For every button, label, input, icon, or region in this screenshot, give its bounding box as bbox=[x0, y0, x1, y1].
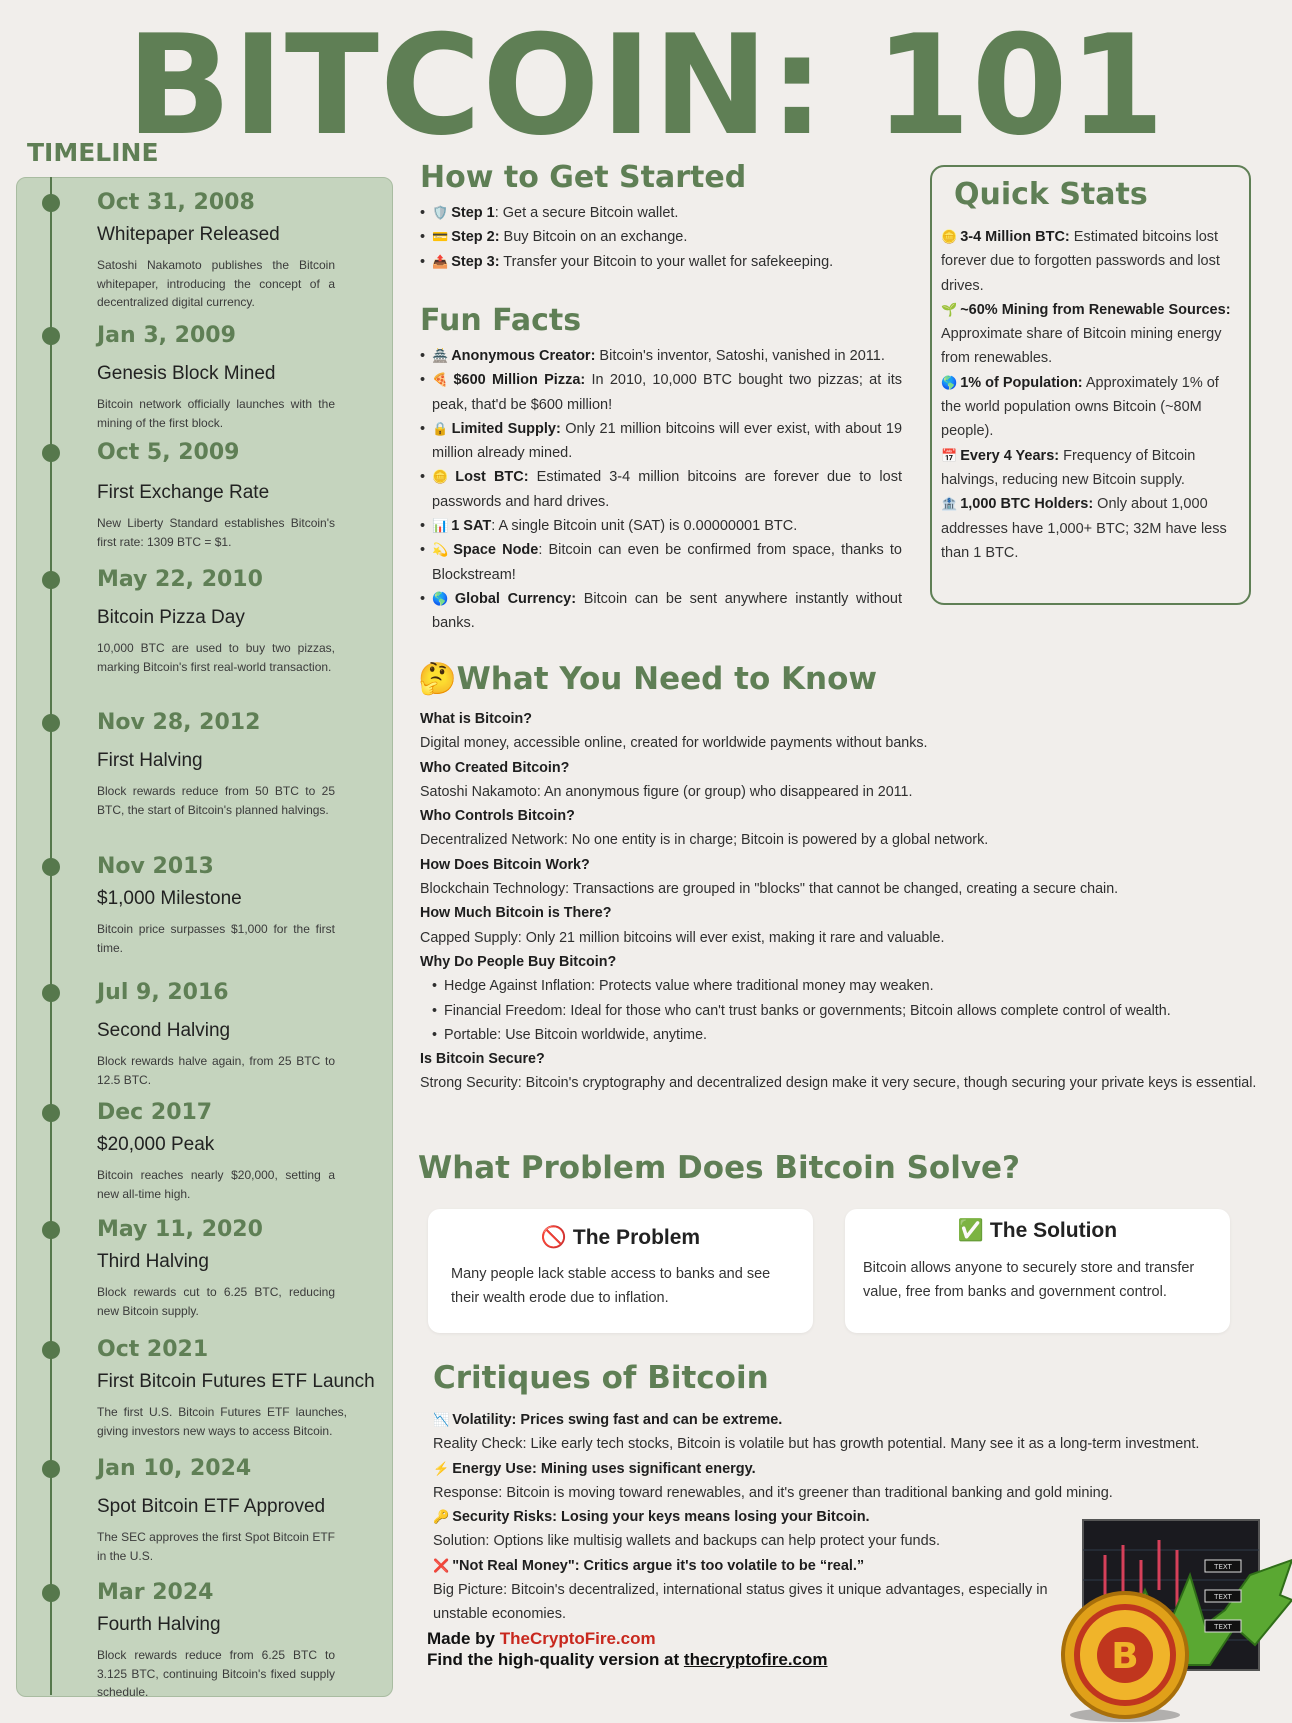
answer: Decentralized Network: No one entity is in charge; Bitcoin is powered by a global network. bbox=[420, 832, 989, 849]
quick-stats-list bbox=[941, 225, 1241, 565]
solution-card-text: Bitcoin allows anyone to securely store and transfer value, free from banks and government control. bbox=[863, 1260, 1195, 1301]
step-icon: 🛡️ bbox=[432, 205, 449, 220]
credits bbox=[427, 1628, 828, 1670]
quick-stat-label: 3-4 Million BTC: bbox=[960, 229, 1070, 245]
quick-stat-icon: 📅 bbox=[941, 447, 958, 463]
solution-card-heading: The Solution bbox=[989, 1219, 1118, 1242]
fun-fact-icon: 💫 bbox=[432, 542, 451, 558]
fun-fact-icon: 🍕 bbox=[432, 372, 451, 388]
answer: Satoshi Nakamoto: An anonymous figure (or group) who disappeared in 2011. bbox=[420, 783, 913, 800]
get-started-list bbox=[420, 201, 920, 274]
screen-label-3: TEXT bbox=[1214, 1623, 1232, 1631]
quick-stat-label: Every 4 Years: bbox=[960, 447, 1060, 464]
get-started-title: How to Get Started bbox=[420, 160, 747, 195]
answer: Strong Security: Bitcoin's cryptography and decentralized design make it very secure, though securing your private keys is essential. bbox=[420, 1075, 1257, 1092]
fun-fact-text: : A single Bitcoin unit (SAT) is 0.00000001 BTC. bbox=[491, 518, 798, 535]
critique-icon: ❌ bbox=[433, 1557, 450, 1573]
problem-card-text: Many people lack stable access to banks and see their wealth erode due to inflation. bbox=[451, 1266, 771, 1307]
solution-card-title bbox=[845, 1219, 1230, 1243]
quick-stat-label: 1,000 BTC Holders: bbox=[960, 496, 1094, 513]
quick-stat-icon: 🏦 bbox=[941, 496, 958, 512]
timeline-date: May 11, 2020 bbox=[97, 1217, 263, 1242]
timeline-event-desc: Bitcoin network officially launches with the mining of the first block. bbox=[97, 397, 335, 430]
question: Is Bitcoin Secure? bbox=[420, 1051, 545, 1068]
need-to-know-qa bbox=[420, 707, 1260, 1096]
made-by-line bbox=[427, 1628, 828, 1649]
answer: Capped Supply: Only 21 million bitcoins will ever exist, making it rare and valuable. bbox=[420, 929, 945, 946]
find-label: Find the high-quality version at bbox=[427, 1650, 684, 1669]
solution-card bbox=[845, 1209, 1230, 1333]
fun-fact-label: Anonymous Creator: bbox=[451, 348, 596, 364]
critique-title: Volatility: Prices swing fast and can be extreme. bbox=[452, 1412, 783, 1428]
fun-fact-text: Bitcoin's inventor, Satoshi, vanished in 2011. bbox=[595, 348, 885, 364]
step-text: : Get a secure Bitcoin wallet. bbox=[494, 205, 679, 221]
quick-stat-text: Frequency of Bitcoin halvings, reducing new Bitcoin supply. bbox=[941, 447, 1196, 488]
screen-label-2: TEXT bbox=[1214, 1593, 1232, 1601]
website-link[interactable]: thecryptofire.com bbox=[683, 1650, 828, 1669]
timeline-event-title: $1,000 Milestone bbox=[97, 888, 242, 909]
fun-fact-text: Estimated 3-4 million bitcoins are forever due to lost passwords and hard drives. bbox=[432, 469, 902, 510]
problem-card-title bbox=[428, 1226, 813, 1250]
step-label: Step 2: bbox=[451, 229, 500, 246]
problem-card bbox=[428, 1209, 813, 1333]
timeline-heading: TIMELINE bbox=[27, 138, 159, 167]
check-icon: ✅ bbox=[957, 1219, 985, 1242]
answer-bullet: • Financial Freedom: Ideal for those who can't trust banks or governments; Bitcoin allows complete control of wealth. bbox=[420, 999, 1260, 1023]
timeline-dot bbox=[42, 1221, 60, 1239]
timeline-date: Jan 10, 2024 bbox=[97, 1456, 252, 1481]
timeline-event-desc: New Liberty Standard establishes Bitcoin's first rate: 1309 BTC = $1. bbox=[97, 516, 335, 549]
bitcoin-coin-illustration bbox=[1055, 1515, 1292, 1723]
fun-fact-item bbox=[420, 417, 902, 466]
prohibited-icon: 🚫 bbox=[540, 1226, 568, 1249]
bitcoin-symbol-icon: B bbox=[1111, 1636, 1139, 1677]
screen-label-1: TEXT bbox=[1214, 1563, 1232, 1571]
critique-body: Big Picture: Bitcoin's decentralized, international status gives it unique advantages, especially in unstable economies. bbox=[433, 1582, 1048, 1623]
timeline-event-desc: Block rewards cut to 6.25 BTC, reducing new Bitcoin supply. bbox=[97, 1285, 335, 1318]
fun-fact-icon: 🔒 bbox=[432, 420, 449, 436]
critique-title: "Not Real Money": Critics argue it's too volatile to be “real.” bbox=[452, 1557, 865, 1574]
need-to-know-title: 🤔What You Need to Know bbox=[418, 661, 878, 697]
get-started-step bbox=[420, 250, 920, 274]
get-started-step bbox=[420, 201, 920, 225]
fun-fact-text: Only 21 million bitcoins will ever exist, with about 19 million already mined. bbox=[432, 420, 903, 462]
timeline-dot bbox=[42, 984, 60, 1002]
timeline-dot bbox=[42, 858, 60, 876]
brand-link[interactable]: TheCryptoFire.com bbox=[499, 1629, 656, 1648]
screen-labels bbox=[1205, 1560, 1241, 1632]
timeline-date: May 22, 2010 bbox=[97, 567, 263, 592]
fun-fact-icon: 🪙 bbox=[432, 469, 453, 485]
fun-fact-label: Space Node bbox=[453, 542, 539, 559]
quick-stat-item bbox=[941, 492, 1241, 565]
find-line bbox=[427, 1649, 828, 1670]
timeline-dot bbox=[42, 571, 60, 589]
question: What is Bitcoin? bbox=[420, 711, 532, 727]
fun-fact-text: : Bitcoin can even be confirmed from space, thanks to Blockstream! bbox=[432, 542, 902, 583]
timeline-date: Oct 5, 2009 bbox=[97, 440, 240, 465]
timeline-event-title: Spot Bitcoin ETF Approved bbox=[97, 1496, 326, 1517]
timeline-event-title: First Bitcoin Futures ETF Launch bbox=[97, 1371, 375, 1392]
quick-stat-label: 1% of Population: bbox=[960, 374, 1083, 391]
step-label: Step 3: bbox=[451, 253, 500, 270]
answer-bullet: • Hedge Against Inflation: Protects value where traditional money may weaken. bbox=[420, 974, 1260, 998]
timeline-dot bbox=[42, 444, 60, 462]
page-title: BITCOIN: 101 bbox=[126, 5, 1166, 166]
timeline-event-title: Second Halving bbox=[97, 1020, 231, 1041]
question: Who Controls Bitcoin? bbox=[420, 808, 575, 825]
step-icon: 📤 bbox=[432, 253, 449, 269]
timeline-event-desc: The first U.S. Bitcoin Futures ETF launches, giving investors new ways to access Bitcoin. bbox=[97, 1405, 347, 1438]
step-icon: 💳 bbox=[432, 229, 449, 245]
get-started-step bbox=[420, 225, 920, 249]
timeline-dot bbox=[42, 1341, 60, 1359]
timeline-date: Nov 28, 2012 bbox=[97, 710, 261, 735]
made-by-label: Made by bbox=[427, 1629, 500, 1648]
fun-fact-icon: 🏯 bbox=[432, 348, 449, 363]
timeline-dot bbox=[42, 1104, 60, 1122]
timeline-event-desc: Satoshi Nakamoto publishes the Bitcoin whitepaper, introducing the concept of a decentralized digital currency. bbox=[97, 258, 335, 309]
quick-stats-title: Quick Stats bbox=[954, 177, 1148, 212]
fun-fact-label: 1 SAT bbox=[451, 518, 492, 535]
quick-stat-item bbox=[941, 371, 1241, 444]
timeline-event-title: $20,000 Peak bbox=[97, 1134, 215, 1155]
timeline-date: Nov 2013 bbox=[97, 854, 214, 879]
timeline-event-title: Fourth Halving bbox=[97, 1614, 221, 1635]
step-text: Buy Bitcoin on an exchange. bbox=[499, 229, 688, 246]
critique-heading bbox=[433, 1408, 1263, 1432]
timeline-event-title: Third Halving bbox=[97, 1251, 209, 1272]
timeline-event-title: Genesis Block Mined bbox=[97, 363, 276, 384]
timeline-dot bbox=[42, 714, 60, 732]
timeline-event-desc: Block rewards reduce from 50 BTC to 25 BTC, the start of Bitcoin's planned halvings. bbox=[97, 784, 335, 817]
timeline-date: Jul 9, 2016 bbox=[97, 980, 229, 1005]
timeline-event-desc: Block rewards reduce from 6.25 BTC to 3.125 BTC, continuing Bitcoin's fixed supply schedule. bbox=[97, 1648, 335, 1699]
timeline-dot bbox=[42, 1460, 60, 1478]
quick-stat-text: Approximate share of Bitcoin mining energy from renewables. bbox=[941, 326, 1222, 367]
timeline-dot bbox=[42, 1584, 60, 1602]
fun-fact-item bbox=[420, 538, 902, 587]
timeline-event-title: First Exchange Rate bbox=[97, 482, 270, 503]
timeline-date: Oct 31, 2008 bbox=[97, 190, 255, 215]
timeline-event-desc: Block rewards halve again, from 25 BTC to 12.5 BTC. bbox=[97, 1054, 335, 1087]
critique-title: Energy Use: Mining uses significant energy. bbox=[452, 1460, 756, 1477]
question: Who Created Bitcoin? bbox=[420, 759, 570, 776]
problem-card-heading: The Problem bbox=[572, 1226, 701, 1249]
quick-stat-label: ~60% Mining from Renewable Sources: bbox=[960, 301, 1231, 318]
quick-stat-text: Estimated bitcoins lost forever due to forgotten passwords and lost drives. bbox=[941, 229, 1220, 294]
timeline-event-title: Bitcoin Pizza Day bbox=[97, 607, 245, 628]
critique-icon: ⚡ bbox=[433, 1460, 450, 1476]
question: How Much Bitcoin is There? bbox=[420, 905, 612, 922]
critiques-title: Critiques of Bitcoin bbox=[433, 1360, 769, 1396]
fun-fact-label: Limited Supply: bbox=[451, 420, 561, 437]
timeline-dot bbox=[42, 327, 60, 345]
timeline-event-desc: Bitcoin reaches nearly $20,000, setting a new all-time high. bbox=[97, 1168, 335, 1201]
quick-stat-text: Only about 1,000 addresses have 1,000+ BTC; 32M have less than 1 BTC. bbox=[941, 496, 1227, 561]
fun-fact-item bbox=[420, 465, 902, 514]
answer: Blockchain Technology: Transactions are grouped in "blocks" that cannot be changed, creating a secure chain. bbox=[420, 881, 1119, 898]
fun-fact-label: $600 Million Pizza: bbox=[453, 372, 586, 389]
problem-section-title: What Problem Does Bitcoin Solve? bbox=[418, 1150, 1021, 1186]
critique-body: Reality Check: Like early tech stocks, Bitcoin is volatile but has growth potential. Many see it as a long-term investment. bbox=[433, 1436, 1200, 1453]
fun-fact-item bbox=[420, 344, 902, 368]
critique-body: Solution: Options like multisig wallets and backups can help protect your funds. bbox=[433, 1533, 940, 1550]
quick-stat-item bbox=[941, 298, 1241, 371]
timeline-event-desc: Bitcoin price surpasses $1,000 for the first time. bbox=[97, 922, 335, 955]
quick-stat-icon: 🪙 bbox=[941, 229, 958, 244]
quick-stat-icon: 🌱 bbox=[941, 301, 958, 317]
fun-fact-label: Lost BTC: bbox=[455, 469, 529, 486]
timeline-event-desc: The SEC approves the first Spot Bitcoin ETF in the U.S. bbox=[97, 1530, 335, 1563]
fun-facts-list bbox=[420, 344, 902, 636]
question: How Does Bitcoin Work? bbox=[420, 856, 590, 873]
timeline-event-title: Whitepaper Released bbox=[97, 224, 280, 245]
critique-body: Response: Bitcoin is moving toward renewables, and it's greener than traditional banking and gold mining. bbox=[433, 1484, 1113, 1501]
fun-fact-text: Bitcoin can be sent anywhere instantly without banks. bbox=[432, 590, 902, 632]
quick-stat-item bbox=[941, 444, 1241, 493]
timeline-dot bbox=[42, 194, 60, 212]
quick-stat-item bbox=[941, 225, 1241, 298]
fun-fact-icon: 📊 bbox=[432, 518, 449, 534]
timeline-date: Mar 2024 bbox=[97, 1580, 214, 1605]
answer-bullet: • Portable: Use Bitcoin worldwide, anytime. bbox=[420, 1023, 1260, 1047]
step-label: Step 1 bbox=[451, 205, 495, 221]
critique-icon: 🔑 bbox=[433, 1509, 450, 1525]
critique-heading bbox=[433, 1457, 1263, 1481]
timeline-date: Jan 3, 2009 bbox=[97, 323, 236, 348]
quick-stat-icon: 🌎 bbox=[941, 374, 958, 390]
question: Why Do People Buy Bitcoin? bbox=[420, 953, 617, 970]
timeline-date: Oct 2021 bbox=[97, 1337, 209, 1362]
step-text: Transfer your Bitcoin to your wallet for safekeeping. bbox=[499, 253, 834, 270]
fun-fact-item bbox=[420, 368, 902, 417]
fun-fact-item bbox=[420, 587, 902, 636]
critique-title: Security Risks: Losing your keys means losing your Bitcoin. bbox=[452, 1509, 870, 1526]
fun-fact-icon: 🌎 bbox=[432, 590, 452, 606]
timeline-event-desc: 10,000 BTC are used to buy two pizzas, marking Bitcoin's first real-world transaction. bbox=[97, 641, 335, 674]
fun-fact-item bbox=[420, 514, 902, 538]
timeline-event-title: First Halving bbox=[97, 750, 203, 771]
fun-facts-title: Fun Facts bbox=[420, 303, 582, 338]
fun-fact-label: Global Currency: bbox=[454, 590, 577, 607]
answer: Digital money, accessible online, created for worldwide payments without banks. bbox=[420, 735, 928, 752]
fun-fact-text: In 2010, 10,000 BTC bought two pizzas; at its peak, that'd be $600 million! bbox=[432, 372, 902, 413]
critique-icon: 📉 bbox=[433, 1412, 450, 1427]
quick-stat-text: Approximately 1% of the world population owns Bitcoin (~80M people). bbox=[941, 374, 1219, 440]
timeline-date: Dec 2017 bbox=[97, 1100, 213, 1125]
